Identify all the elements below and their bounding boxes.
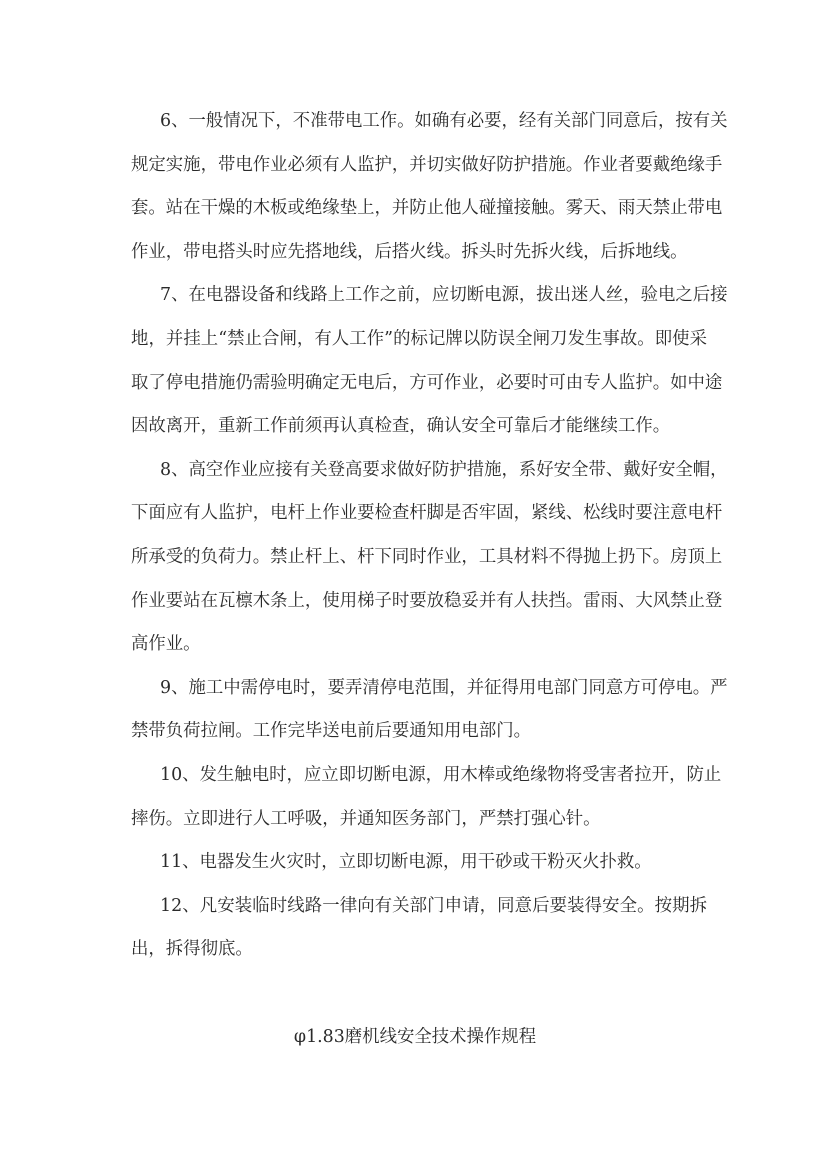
paragraph-line: 套。站在干燥的木板或绝缘垫上，并防止他人碰撞接触。雾天、雨天禁止带电 [131, 198, 723, 219]
paragraph-line: 出，拆得彻底。 [131, 939, 253, 960]
paragraph-line: 7、在电器设备和线路上工作之前，应切断电源，拔出迷人丝，验电之后接 [160, 285, 728, 306]
paragraph-line: 下面应有人监护，电杆上作业要检查杆脚是否牢固，紧线、松线时要注意电杆 [131, 503, 723, 524]
paragraph-line: 8、高空作业应接有关登高要求做好防护措施，系好安全带、戴好安全帽， [160, 459, 728, 480]
paragraph-line: 因故离开，重新工作前须再认真检查，确认安全可靠后才能继续工作。 [131, 416, 671, 437]
paragraph-line: 规定实施，带电作业必须有人监护，并切实做好防护措施。作业者要戴绝缘手 [131, 154, 723, 175]
paragraph [131, 274, 728, 448]
paragraph-line: 作业要站在瓦檩木条上，使用梯子时要放稳妥并有人扶挡。雷雨、大风禁止登 [131, 590, 723, 611]
paragraph-line: 11、电器发生火灾时，立即切断电源，用干砂或干粉灭火扑救。 [160, 852, 652, 873]
paragraph-line: 地，并挂上“禁止合闸，有人工作”的标记牌以防误全闸刀发生事故。即使采 [131, 328, 707, 349]
paragraph [131, 667, 728, 754]
document-body [131, 100, 728, 972]
paragraph [131, 841, 707, 885]
paragraph-line: 所承受的负荷力。禁止杆上、杆下同时作业，工具材料不得抛上扔下。房顶上 [131, 546, 723, 567]
paragraph-line: 6、一般情况下，不准带电工作。如确有必要，经有关部门同意后，按有关 [160, 111, 728, 131]
paragraph [131, 754, 722, 841]
paragraph [131, 100, 728, 274]
paragraph-line: 9、施工中需停电时，要弄清停电范围，并征得用电部门同意方可停电。严 [160, 677, 728, 698]
paragraph-line: 取了停电措施仍需验明确定无电后，方可作业，必要时可由专人监护。如中途 [131, 372, 723, 393]
paragraph-line: 摔伤。立即进行人工呼吸，并通知医务部门，严禁打强心针。 [131, 808, 601, 829]
paragraph-line: 10、发生触电时，应立即切断电源，用木棒或绝缘物将受害者拉开，防止 [160, 764, 722, 785]
paragraph-line: 禁带负荷拉闸。工作完毕送电前后要通知用电部门。 [131, 721, 531, 742]
paragraph-line: 高作业。 [131, 634, 201, 655]
section-title: φ1.83磨机线安全技术操作规程 [293, 1027, 537, 1047]
paragraph [131, 885, 707, 972]
paragraph-line: 作业，带电搭头时应先搭地线，后搭火线。拆头时先拆火线，后拆地线。 [131, 241, 688, 262]
paragraph [131, 449, 728, 667]
paragraph-line: 12、凡安装临时线路一律向有关部门申请，同意后要装得安全。按期拆 [160, 895, 707, 916]
